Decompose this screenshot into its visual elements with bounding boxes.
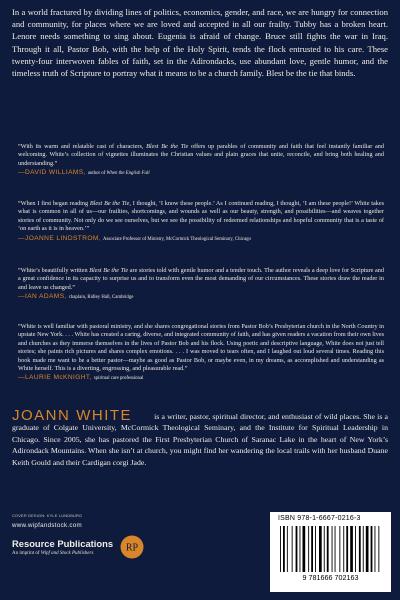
endorsement-3: [18, 267, 384, 303]
barcode-panel: [270, 512, 391, 592]
endorsement-1: [18, 143, 384, 179]
synopsis: In a world fractured by dividing lines of politics, economics, gender, and race, we are hungry for connection and community, for places where we are loved and accepted in all our frailty. Tubby has a broken heart. Lenore needs something to sing about. Eugenia is afraid of change. Bruce still fights the war in Iraq. Through it all, Pastor Bob, with the help of the Holy Spirit, tends the flock entrusted to his care. These twenty-four interwoven fables of faith, set in the Adirondacks, use abundant love, gentle humor, and the timeless truth of Scripture to portray what it means to be a church family. Blest be the tie that binds.: [12, 7, 388, 79]
endorsement-text: “With its warm and relatable cast of characters, Blest Be the Tie offers up parables of community and faith that feel instantly familiar and welcoming. White’s collection of vignettes illuminates the Christian values and plain graces that unite, reconcile, and bring both healing and understanding.”: [18, 143, 384, 167]
endorser: —DAVID WILLIAMS, author of When the English Fall: [18, 169, 150, 177]
imprint-line: An imprint of Wipf and Stock Publishers: [12, 551, 94, 556]
endorsement-text: “When I first began reading Blest Be the Tie, I thought, ‘I know these people.’ As I continued reading, I thought, ‘I am these people!’ White takes what is common in all of us—our frailties, shortcomings, and wounds as well as our beauty, strength, and possibilities—and weaves together stories of community. Not only do we see ourselves, but we see the possibility of redeemed relationships and hopeful community that is a taste of ‘on earth as it is in heaven.’”: [18, 200, 384, 233]
publisher-logo-icon: [120, 535, 144, 559]
endorser-affiliation: chaplain, Ridley Hall, Cambridge: [68, 295, 134, 301]
endorsement-2: [18, 200, 384, 244]
endorsement-text: “White’s beautifully written Blest Be the Tie are stories told with gentle humor and a tender touch. The author reveals a deep love for Scripture and a great confidence in its capacity to surprise us and to transform even the most demanding of our circumstances. These stories draw the reader in and leave us changed.”: [18, 267, 384, 291]
author-name: JOANN WHITE: [12, 407, 133, 424]
endorser: —IAN ADAMS, chaplain, Ridley Hall, Cambridge: [18, 293, 134, 301]
logo-text: RP: [125, 542, 139, 554]
author-bio: JOANN WHITE is a writer, pastor, spiritual director, and enthusiast of wild places. She is a graduate of Colgate University, McCormick Theological Seminary, and the Institute for Spiritual Leadership in Chicago. Since 2005, she has pastored the First Presbyterian Church of Saranac Lake in the heart of New York’s Adirondack Mountains. When she isn’t at church, you might find her wandering the local trails with her husband Duane Keith Gould and their Cardigan corgi Jade.: [12, 407, 388, 467]
publisher-name: Resource Publications: [12, 538, 114, 549]
endorser-affiliation: spiritual care professional: [93, 376, 144, 382]
endorser-affiliation: author of When the English Fall: [87, 171, 150, 177]
barcode-icon: [274, 526, 387, 582]
publisher-website[interactable]: www.wipfandstock.com: [12, 522, 82, 529]
endorser: —JOANNE LINDSTROM, Associate Professor of Ministry, McCormick Theological Seminary, Chicago: [18, 234, 251, 242]
barcode-number: 9 781666 702163: [302, 573, 359, 582]
endorsement-text: “White is well familiar with pastoral ministry, and she shares congregational stories from Pastor Bob’s Presbyterian church in the North Country in upstate New York. . . . White has created a caring, diverse, and integrated community of faith, and has given readers a vacation from their own lives and churches as they immerse themselves in the lives of Pastor Bob and his flock. Using poetic and descriptive language, White does not just tell stories; she paints rich pictures and shares complex emotions. . . . I was moved to tears often, and I laughed out loud several times. Reading this book made me want to be a better pastor—maybe as good as Pastor Bob, or maybe even, in my dreams, as accomplished and understanding as White herself. This is a diverting, engrossing, and pleasurable read.”: [18, 323, 384, 373]
endorser-affiliation: Associate Professor of Ministry, McCormick Theological Seminary, Chicago: [103, 236, 251, 242]
endorsement-4: [18, 323, 384, 384]
endorser: —LAURIE McKNIGHT, spiritual care professional: [18, 374, 144, 382]
isbn: ISBN 978-1-6667-0216-3: [278, 515, 361, 522]
cover-design-credit: COVER DESIGN: KYLE LUNDBURG: [12, 513, 83, 518]
